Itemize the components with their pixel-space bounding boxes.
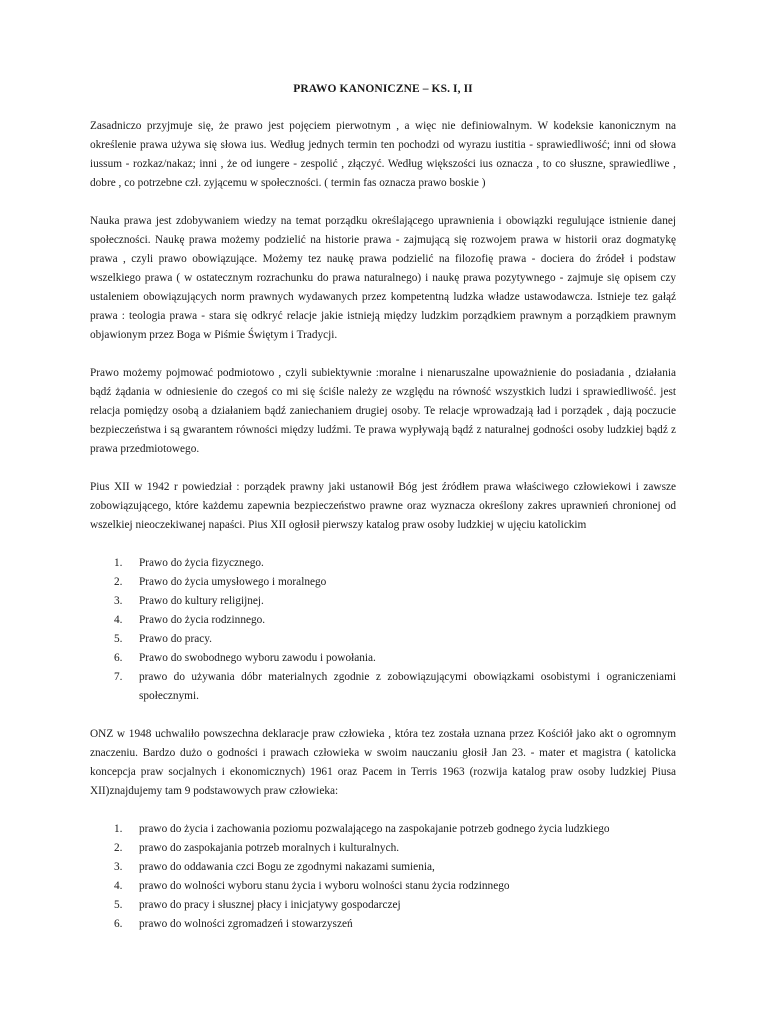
paragraph-science-of-law: Nauka prawa jest zdobywaniem wiedzy na temat porządku określającego uprawnienia i obowiązki regulujące istnienie danej społeczności. Naukę prawa możemy podzielić na historie prawa - zajmującą się rozwojem prawa w historii oraz dogmatykę prawa , czyli prawo obowiązujące. Możemy tez naukę prawa podzielić na filozofię prawa - dociera do źródeł i podstaw wszelkiego prawa ( w ostatecznym rozrachunku do prawa naturalnego) i naukę prawa pozytywnego - zajmuje się opisem czy ustaleniem obowiązujących norm prawnych wydawanych przez kompetentną ludzka władze ustawodawcza. Istnieje tez gałąź prawa : teologia prawa - stara się odkryć relacje jakie istnieją między ludzkim porządkiem prawnym a porządkiem prawnym objawionym przez Boga w Piśmie Świętym i Tradycji.: [90, 215, 676, 341]
list-item: [90, 668, 676, 706]
list-item-text: prawo do wolności wyboru stanu życia i wyboru wolności stanu życia rodzinnego: [139, 880, 510, 892]
list-item-number: 7.: [114, 671, 123, 683]
list-item: [90, 649, 676, 668]
document-content: [90, 80, 676, 953]
document-title: PRAWO KANONICZNE – KS. I, II: [293, 83, 473, 95]
list-item-number: 1.: [114, 557, 123, 569]
list-item-number: 4.: [114, 880, 123, 892]
list-item-text: Prawo do życia umysłowego i moralnego: [139, 576, 327, 588]
list-item-number: 6.: [114, 652, 123, 664]
list-item-number: 3.: [114, 595, 123, 607]
list-item-text: prawo do zaspokajania potrzeb moralnych i kulturalnych.: [139, 842, 400, 854]
paragraph-subjective-law: Prawo możemy pojmować podmiotowo , czyli subiektywnie :moralne i nienaruszalne upoważnienie do posiadania , działania bądź żądania w odniesienie do czegoś co mi się ściśle należy ze względu na równość wszystkich ludzi i sprawiedliwość. jest relacja pomiędzy osobą a działaniem bądź zaniechaniem drugiej osoby. Te relacje wprowadzają ład i porządek , dają poczucie bezpieczeństwa i są gwarantem równości między ludźmi. Te prawa wypływają bądź z naturalnej godności osoby ludzkiej bądź z prawa przedmiotowego.: [90, 367, 676, 455]
list-item: [90, 896, 676, 915]
list-item-text: prawo do wolności zgromadzeń i stowarzyszeń: [139, 918, 353, 930]
list-item: [90, 630, 676, 649]
list-item-text: Prawo do życia rodzinnego.: [139, 614, 266, 626]
rights-list-pius: [90, 554, 676, 706]
list-item-text: Prawo do życia fizycznego.: [139, 557, 264, 569]
list-item-text: prawo do pracy i słusznej płacy i inicjatywy gospodarczej: [139, 899, 401, 911]
list-item-text: prawo do używania dóbr materialnych zgodnie z zobowiązującymi obowiązkami osobistymi i ograniczeniami społecznymi.: [139, 671, 676, 702]
list-item-text: Prawo do kultury religijnej.: [139, 595, 264, 607]
list-item-text: Prawo do swobodnego wyboru zawodu i powołania.: [139, 652, 376, 664]
paragraph-onz: ONZ w 1948 uchwaliło powszechna deklaracje praw człowieka , która tez została uznana przez Kościół jako akt o ogromnym znaczeniu. Bardzo dużo o godności i prawach człowieka w swoim nauczaniu głosił Jan 23. - mater et magistra ( katolicka koncepcja praw socjalnych i ekonomicznych) 1961 oraz Pacem in Terris 1963 (rozwija katalog praw osoby ludzkiej Piusa XII)znajdujemy tam 9 podstawowych praw człowieka:: [90, 728, 676, 797]
list-item: [90, 611, 676, 630]
rights-list-pacem: [90, 820, 676, 934]
list-item: [90, 915, 676, 934]
list-item: [90, 858, 676, 877]
paragraph-definition: Zasadniczo przyjmuje się, że prawo jest pojęciem pierwotnym , a więc nie definiowalnym. W kodeksie kanonicznym na określenie prawa używa się słowa ius. Według jednych termin ten pochodzi od wyrazu iustitia - sprawiedliwość; inni od słowa iussum - rozkaz/nakaz; inni , że od iungere - zespolić , złączyć. Według większości ius oznacza , to co słuszne, sprawiedliwe , dobre , co potrzebne czł. zyjącemu w społeczności. ( termin fas oznacza prawo boskie ): [90, 120, 676, 189]
list-item: [90, 592, 676, 611]
list-item-text: Prawo do pracy.: [139, 633, 212, 645]
list-item-number: 2.: [114, 576, 123, 588]
paragraph-pius-xii: Pius XII w 1942 r powiedział : porządek prawny jaki ustanowił Bóg jest źródłem prawa właściwego człowiekowi i zawsze zobowiązującego, które każdemu zapewnia bezpieczeństwo prawne oraz wyznacza określony zakres uprawnień chronionej od wszelkiej nieoczekiwanej napaści. Pius XII ogłosił pierwszy katalog praw osoby ludzkiej w ujęciu katolickim: [90, 481, 676, 531]
list-item-number: 3.: [114, 861, 123, 873]
list-item: [90, 820, 676, 839]
list-item-number: 6.: [114, 918, 123, 930]
list-item: [90, 554, 676, 573]
list-item: [90, 573, 676, 592]
list-item-number: 5.: [114, 899, 123, 911]
list-item: [90, 839, 676, 858]
list-item-number: 5.: [114, 633, 123, 645]
list-item-text: prawo do oddawania czci Bogu ze zgodnymi nakazami sumienia,: [139, 861, 435, 873]
list-item-number: 4.: [114, 614, 123, 626]
list-item-number: 2.: [114, 842, 123, 854]
list-item-text: prawo do życia i zachowania poziomu pozwalającego na zaspokajanie potrzeb godnego życia ludzkiego: [139, 823, 610, 835]
list-item-number: 1.: [114, 823, 123, 835]
list-item: [90, 877, 676, 896]
